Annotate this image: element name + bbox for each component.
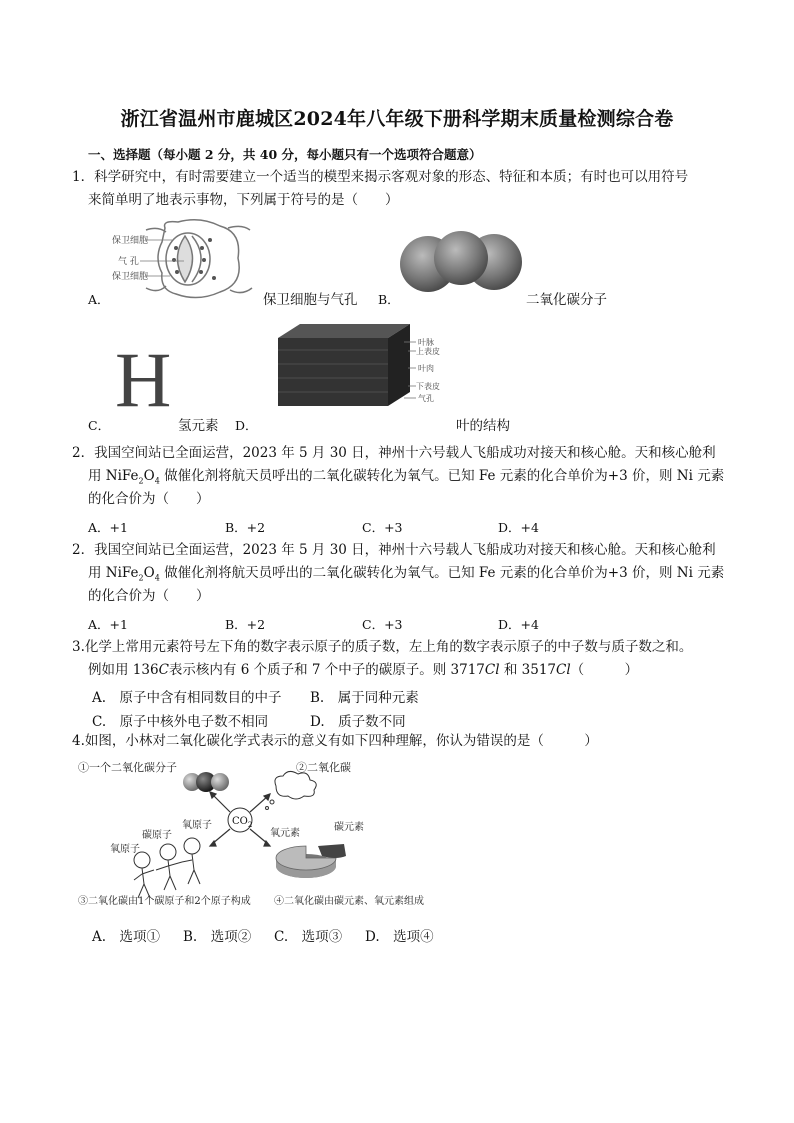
q3-option-d[interactable]: D. 质子数不同 <box>310 714 406 730</box>
stomata-label: 气孔 <box>418 394 434 403</box>
q1-option-d-caption: 叶的结构 <box>456 418 510 434</box>
guard-cell-label-top: 保卫细胞 <box>112 236 149 246</box>
q1-stem-line2: 来简单明了地表示事物，下列属于符号的是（ ） <box>88 192 399 208</box>
leaf-vein-label: 叶脉 <box>418 338 434 347</box>
carbon-atom-label: 碳原子 <box>142 830 172 841</box>
leaf-structure-figure <box>270 320 445 410</box>
q3-stem-line2: 例如用 136C表示核内有 6 个质子和 7 个中子的碳原子。则 3717Cl 和 3517Cl（ ） <box>88 662 639 678</box>
oxygen-atom-left-label: 氧原子 <box>110 844 140 855</box>
q1-option-b-caption: 二氧化碳分子 <box>526 292 607 308</box>
q1-stem-line1: 1．科学研究中，有时需要建立一个适当的模型来揭示客观对象的形态、特征和本质；有时也可以用符号 <box>72 169 689 185</box>
carbon-element-label: 碳元素 <box>334 822 364 833</box>
q3-option-c[interactable]: C. 原子中核外电子数不相同 <box>92 714 269 730</box>
upper-epidermis-label: 上表皮 <box>416 347 440 356</box>
oxygen-element-label: 氧元素 <box>270 828 300 839</box>
guard-cell-label-bottom: 保卫细胞 <box>112 272 149 282</box>
q2b-option-d[interactable]: D．+4 <box>498 617 539 632</box>
q2-stem-line3: 的化合价为（ ） <box>88 491 210 507</box>
q2b-stem-line1: 2．我国空间站已全面运营，2023 年 5 月 30 日，神州十六号载人飞船成功对接天和核心舱。天和核心舱利 <box>72 542 716 558</box>
co2-molecule-figure <box>398 228 524 296</box>
q1-option-c-caption: 氢元素 <box>178 418 219 434</box>
q2-option-b[interactable]: B．+2 <box>225 520 266 535</box>
page-title: 浙江省温州市鹿城区2024年八年级下册科学期末质量检测综合卷 <box>120 108 674 130</box>
q1-option-b-letter: B． <box>378 292 400 307</box>
guard-cell-figure <box>110 218 255 300</box>
lower-epidermis-label: 下表皮 <box>416 382 440 391</box>
q2-option-d[interactable]: D．+4 <box>498 520 539 535</box>
stoma-label: 气 孔 <box>118 257 139 267</box>
mesophyll-label: 叶肉 <box>418 364 434 373</box>
q4-stem-line1: 4.如图，小林对二氧化碳化学式表示的意义有如下四种理解，你认为错误的是（ ） <box>72 733 598 749</box>
q2b-option-a[interactable]: A．+1 <box>88 617 128 632</box>
q1-option-d-letter: D． <box>235 418 258 433</box>
q1-option-a-caption: 保卫细胞与气孔 <box>263 292 358 308</box>
meaning-label-2: ②二氧化碳 <box>296 761 351 774</box>
q2-option-a[interactable]: A．+1 <box>88 520 128 535</box>
q2b-option-c[interactable]: C．+3 <box>362 617 403 632</box>
q4-option-b[interactable]: B. 选项② <box>183 929 252 945</box>
q3-stem-line1: 3.化学上常用元素符号左下角的数字表示原子的质子数，左上角的数字表示原子的中子数与质子数之和。 <box>72 639 693 655</box>
section-heading: 一、选择题（每小题 2 分，共 40 分，每小题只有一个选项符合题意） <box>88 147 482 162</box>
meaning-label-4: ④二氧化碳由碳元素、氧元素组成 <box>274 896 424 907</box>
q3-option-b[interactable]: B. 属于同种元素 <box>310 690 419 706</box>
q4-option-c[interactable]: C. 选项③ <box>274 929 343 945</box>
q2-option-c[interactable]: C．+3 <box>362 520 403 535</box>
co2-meaning-diagram <box>78 756 458 916</box>
q2-stem-line2: 用 $NiFe_2O_4$ 做催化剂将航天员呼出的二氧化碳转化为氧气。已知 Fe 元素的化合单价为+3 价，则 Ni 元素 <box>88 468 725 486</box>
meaning-label-1: ①一个二氧化碳分子 <box>78 761 177 774</box>
q4-option-a[interactable]: A. 选项① <box>92 929 161 945</box>
q4-option-d[interactable]: D. 选项④ <box>365 929 434 945</box>
hydrogen-symbol: H <box>115 336 172 423</box>
meaning-label-3: ③二氧化碳由1个碳原子和2个原子构成 <box>78 896 251 907</box>
q1-option-c-letter: C． <box>88 418 111 433</box>
oxygen-atom-top-label: 氧原子 <box>182 820 212 831</box>
q2b-stem-line3: 的化合价为（ ） <box>88 588 210 604</box>
q1-option-a-letter: A． <box>88 292 110 307</box>
q2b-option-b[interactable]: B．+2 <box>225 617 266 632</box>
q3-option-a[interactable]: A. 原子中含有相同数目的中子 <box>92 690 282 706</box>
q2b-stem-line2: 用 $NiFe_2O_4$ 做催化剂将航天员呼出的二氧化碳转化为氧气。已知 Fe 元素的化合单价为+3 价，则 Ni 元素 <box>88 565 725 583</box>
q2-stem-line1: 2．我国空间站已全面运营，2023 年 5 月 30 日，神州十六号载人飞船成功对接天和核心舱。天和核心舱利 <box>72 445 716 461</box>
co2-center-formula: $CO_2$ <box>232 816 253 829</box>
